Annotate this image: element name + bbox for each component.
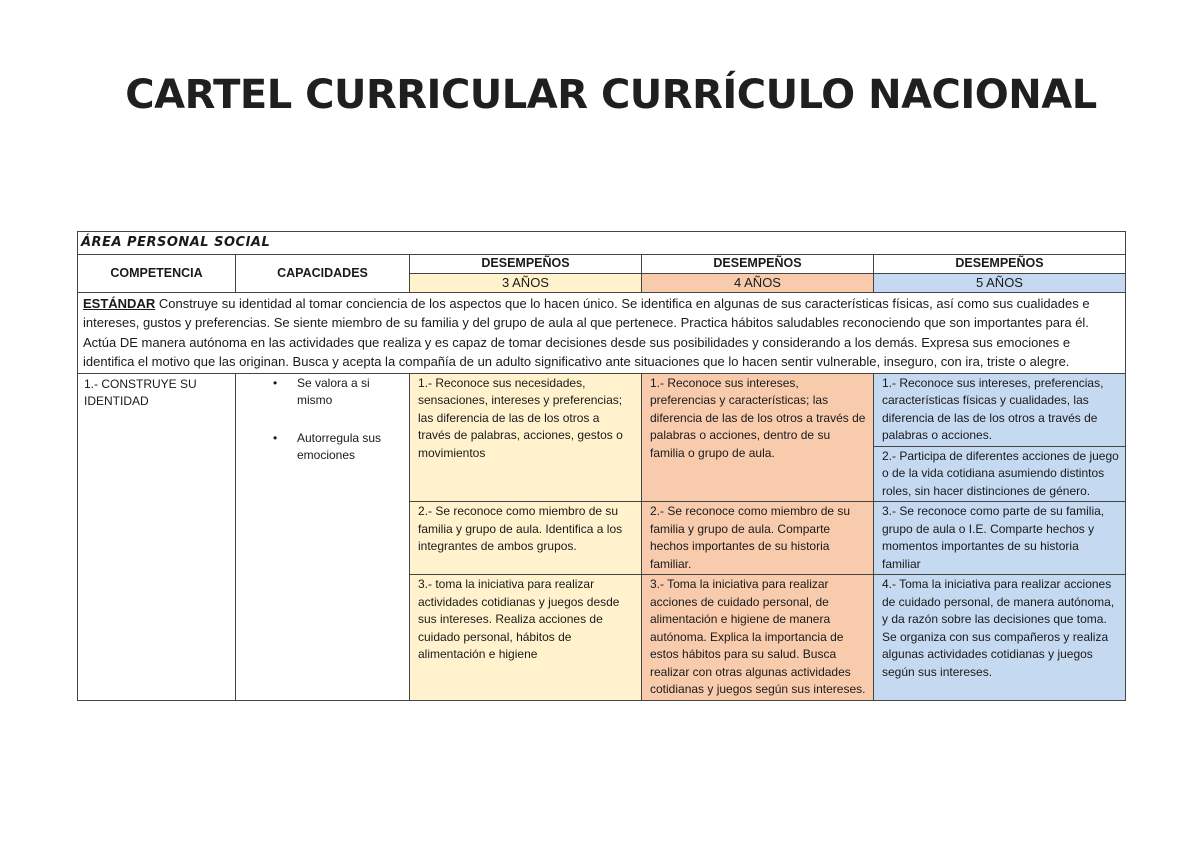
desempeno-4-1: 1.- Reconoce sus intereses, preferencias y características; las diferencia de las de los otros a través de palabras o acciones, dentro de su familia o grupo de aula. — [642, 373, 874, 502]
bullet-icon: • — [273, 375, 278, 390]
desempeno-3-1: 1.- Reconoce sus necesidades, sensaciones, intereses y preferencias; las diferencia de las de los otros a través de palabras, acciones, gestos o movimientos — [410, 373, 642, 502]
bullet-icon: • — [273, 430, 278, 445]
header-desempenos-4: DESEMPEÑOS — [642, 255, 874, 274]
age-4-header: 4 AÑOS — [642, 273, 874, 292]
age-5-header: 5 AÑOS — [874, 273, 1126, 292]
desempeno-3-3: 3.- toma la iniciativa para realizar actividades cotidianas y juegos desde sus intereses. Realiza acciones de cuidado personal, hábitos de alimentación e higiene — [410, 575, 642, 701]
desempeno-5-3: 3.- Se reconoce como parte de su familia, grupo de aula o I.E. Comparte hechos y momentos importantes de su historia familiar — [874, 502, 1126, 575]
capacidad-label: Autorregula sus emociones — [297, 430, 382, 462]
header-desempenos-3: DESEMPEÑOS — [410, 255, 642, 274]
desempeno-5-4: 4.- Toma la iniciativa para realizar acciones de cuidado personal, de manera autónoma, y da razón sobre las decisiones que toma. Se organiza con sus compañeros y realiza algunas actividades cotidianas y juegos según sus intereses. — [874, 575, 1126, 701]
desempeno-3-2: 2.- Se reconoce como miembro de su familia y grupo de aula. Identifica a los integrantes de ambos grupos. — [410, 502, 642, 575]
age-3-header: 3 AÑOS — [410, 273, 642, 292]
curriculum-table — [77, 231, 1126, 701]
capacidad-item — [239, 375, 406, 410]
estandar-label: ESTÁNDAR — [83, 295, 156, 311]
desempeno-4-2: 2.- Se reconoce como miembro de su familia y grupo de aula. Comparte hechos importantes de su historia familiar. — [642, 502, 874, 575]
page-title: CARTEL CURRICULAR CURRÍCULO NACIONAL — [125, 72, 1097, 118]
desempeno-5-2: 2.- Participa de diferentes acciones de juego o de la vida cotidiana asumiendo distintos roles, sin hacer distinciones de género. — [874, 446, 1126, 502]
area-title: ÁREA PERSONAL SOCIAL — [78, 232, 1126, 255]
competencia-cell: 1.- CONSTRUYE SU IDENTIDAD — [78, 373, 236, 700]
desempeno-4-3: 3.- Toma la iniciativa para realizar acciones de cuidado personal, de alimentación e higiene de manera autónoma. Explica la importancia de estos hábitos para su salud. Busca realizar con otras algunas actividades cotidianas y juegos según sus intereses. — [642, 575, 874, 701]
desempeno-5-1: 1.- Reconoce sus intereses, preferencias, características físicas y cualidades, las diferencia de las de los otros a través de palabras o acciones. — [874, 373, 1126, 446]
header-capacidades: CAPACIDADES — [236, 255, 410, 293]
header-competencia: COMPETENCIA — [78, 255, 236, 293]
capacidades-cell — [236, 373, 410, 700]
estandar-cell — [78, 292, 1126, 373]
header-desempenos-5: DESEMPEÑOS — [874, 255, 1126, 274]
estandar-text: Construye su identidad al tomar conciencia de los aspectos que lo hacen único. Se identifica en algunas de sus características físicas, así como sus cualidades e intereses, gustos y preferencias. Se siente miembro de su familia y del grupo de aula al que pertenece. Practica hábitos saludables reconociendo que son importantes para él. Actúa DE manera autónoma en las actividades que realiza y es capaz de tomar decisiones desde sus posibilidades y considerando a los demás. Expresa sus emociones e identifica el motivo que las originan. Busca y acepta la compañía de un adulto significativo ante situaciones que lo hacen sentir vulnerable, inseguro, con ira, triste o alegre. — [83, 295, 1090, 369]
capacidad-label: Se valora a si mismo — [297, 375, 370, 407]
capacidad-item — [239, 430, 406, 465]
